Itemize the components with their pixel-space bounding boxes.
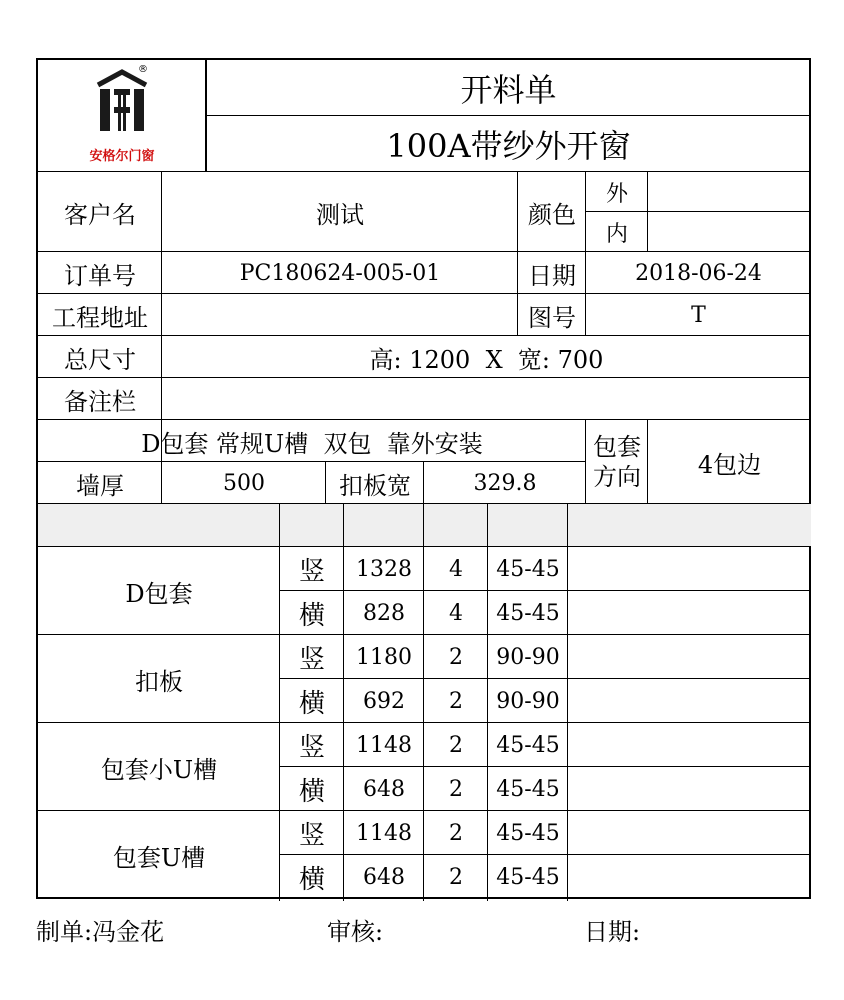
angle-cell: 45-45 bbox=[496, 732, 560, 758]
direction-cell: 竖 bbox=[298, 556, 325, 587]
angle-cell: 90-90 bbox=[496, 644, 560, 670]
drawing-label: 图号 bbox=[528, 303, 576, 332]
page-subtitle: 100A带纱外开窗 bbox=[386, 127, 631, 165]
angle-cell: 45-45 bbox=[496, 600, 560, 626]
brand-name: 安格尔门窗 bbox=[89, 148, 155, 164]
length-cell: 648 bbox=[363, 864, 405, 890]
wrap-direction-value: 4包边 bbox=[697, 450, 762, 479]
wall-thickness-value: 500 bbox=[223, 470, 265, 496]
angle-cell: 90-90 bbox=[496, 688, 560, 714]
length-cell: 648 bbox=[363, 776, 405, 802]
wall-thickness-label: 墙厚 bbox=[76, 471, 124, 500]
board-width-value: 329.8 bbox=[473, 470, 537, 496]
quantity-cell: 2 bbox=[449, 776, 463, 802]
part-group-name: D包套 bbox=[125, 579, 193, 608]
length-cell: 692 bbox=[363, 688, 405, 714]
order-label: 订单号 bbox=[64, 261, 136, 290]
install-description: D包套 常规U槽 双包 靠外安装 bbox=[141, 429, 483, 458]
date-value: 2018-06-24 bbox=[635, 260, 762, 286]
wrap-direction-label bbox=[586, 420, 648, 504]
direction-cell: 竖 bbox=[298, 820, 325, 851]
registered-mark: ® bbox=[138, 64, 148, 75]
angle-cell: 45-45 bbox=[496, 820, 560, 846]
length-cell: 1180 bbox=[356, 644, 412, 670]
size-label: 总尺寸 bbox=[64, 345, 136, 374]
angle-cell: 45-45 bbox=[496, 864, 560, 890]
quantity-cell: 4 bbox=[449, 600, 463, 626]
brand-logo-icon bbox=[92, 69, 152, 135]
direction-cell: 横 bbox=[298, 600, 325, 631]
part-group-name: 包套U槽 bbox=[112, 843, 206, 872]
date-label: 日期 bbox=[528, 261, 576, 290]
direction-cell: 横 bbox=[298, 864, 325, 895]
drawing-value: T bbox=[691, 302, 706, 328]
color-inner-label: 内 bbox=[605, 221, 628, 247]
footer-date: 日期: bbox=[584, 917, 641, 946]
address-value bbox=[162, 294, 518, 336]
footer-reviewer: 审核: bbox=[327, 917, 384, 946]
wrap-direction-label-line2: 方向 bbox=[593, 463, 641, 491]
direction-cell: 横 bbox=[298, 776, 325, 807]
quantity-cell: 4 bbox=[449, 556, 463, 582]
length-cell: 1148 bbox=[356, 820, 412, 846]
board-width-label: 扣板宽 bbox=[339, 471, 411, 500]
remark-label: 备注栏 bbox=[64, 387, 136, 416]
angle-cell: 45-45 bbox=[496, 776, 560, 802]
footer-maker: 制单:冯金花 bbox=[36, 917, 165, 946]
length-cell: 1328 bbox=[356, 556, 412, 582]
length-cell: 1148 bbox=[356, 732, 412, 758]
direction-cell: 竖 bbox=[298, 732, 325, 763]
quantity-cell: 2 bbox=[449, 820, 463, 846]
size-value: 高: 1200 X 宽: 700 bbox=[369, 345, 604, 374]
page-title: 开料单 bbox=[460, 71, 557, 109]
color-label: 颜色 bbox=[528, 200, 576, 229]
material-cut-sheet bbox=[36, 58, 811, 899]
wrap-direction-label-line1: 包套 bbox=[593, 433, 641, 461]
quantity-cell: 2 bbox=[449, 864, 463, 890]
angle-cell: 45-45 bbox=[496, 556, 560, 582]
quantity-cell: 2 bbox=[449, 688, 463, 714]
table-header-row bbox=[38, 504, 811, 547]
logo bbox=[38, 60, 206, 172]
remark-value bbox=[162, 378, 811, 420]
direction-cell: 横 bbox=[298, 688, 325, 719]
quantity-cell: 2 bbox=[449, 732, 463, 758]
order-value: PC180624-005-01 bbox=[239, 260, 441, 286]
length-cell: 828 bbox=[363, 600, 405, 626]
address-label: 工程地址 bbox=[52, 303, 148, 332]
part-group-name: 包套小U槽 bbox=[100, 755, 218, 784]
customer-value: 测试 bbox=[316, 200, 364, 229]
part-group-name: 扣板 bbox=[135, 667, 183, 696]
color-outer-label: 外 bbox=[605, 181, 628, 207]
quantity-cell: 2 bbox=[449, 644, 463, 670]
customer-label: 客户名 bbox=[64, 200, 136, 229]
direction-cell: 竖 bbox=[298, 644, 325, 675]
